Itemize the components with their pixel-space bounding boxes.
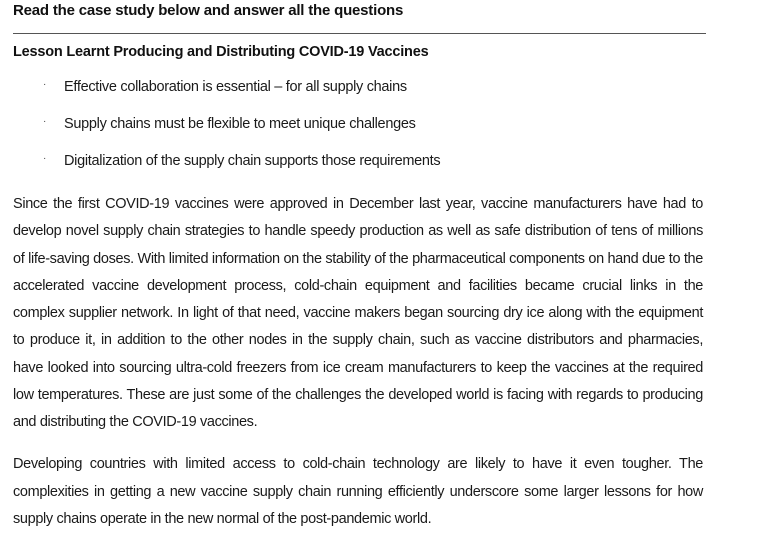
list-item-text: Effective collaboration is essential – for all supply chains — [64, 79, 407, 95]
case-study-heading: Lesson Learnt Producing and Distributing COVID-19 Vaccines — [13, 44, 429, 60]
bullet-dot-icon: · — [43, 153, 47, 164]
bullet-dot-icon: · — [43, 79, 47, 90]
instruction-text: Read the case study below and answer all the questions — [13, 2, 404, 19]
body-paragraph: Since the first COVID-19 vaccines were approved in December last year, vaccine manufacturers have had to develop novel supply chain strategies to handle speedy production as well as safe distribution of tens of millions of life-saving doses. With limited information on the stability of the pharmaceutical components on hand due to the accelerated vaccine development process, cold-chain equipment and facilities became crucial links in the complex supplier network. In light of that need, vaccine makers began sourcing dry ice along with the equipment to produce it, in addition to the other nodes in the supply chain, such as vaccine distributors and pharmacies, have looked into sourcing ultra-cold freezers from ice cream manufacturers to keep the vaccines at the required low temperatures. These are just some of the challenges the developed world is facing with regards to producing and distributing the COVID-19 vaccines. — [13, 196, 703, 431]
list-item-text: Supply chains must be flexible to meet unique challenges — [64, 116, 416, 132]
divider-line — [13, 33, 706, 34]
list-item-text: Digitalization of the supply chain supports those requirements — [64, 153, 441, 169]
bullet-dot-icon: · — [43, 116, 47, 127]
body-paragraph: Developing countries with limited access to cold-chain technology are likely to have it even tougher. The complexities in getting a new vaccine supply chain running efficiently underscore some larger lessons for how supply chains operate in the new normal of the post-pandemic world. — [13, 456, 703, 527]
